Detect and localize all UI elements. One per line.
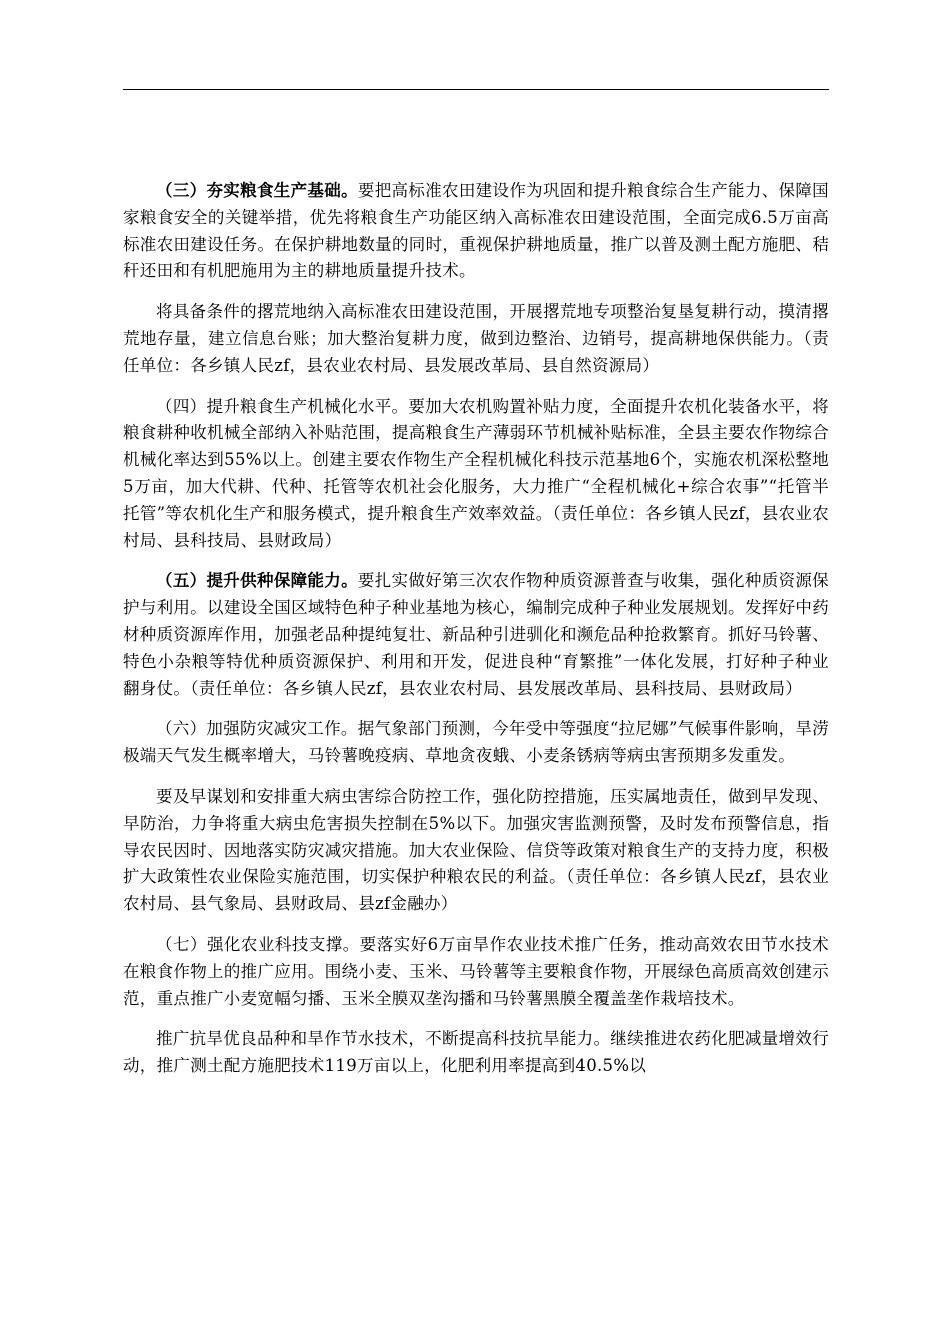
paragraph-text: 推广抗旱优良品种和旱作节水技术，不断提高科技抗旱能力。继续推进农药化肥减量增效行动，推广测土配方施肥技术119万亩以上，化肥利用率提高到40.5%以 xyxy=(123,1029,829,1076)
paragraph-section-7 xyxy=(123,932,829,1012)
document-body xyxy=(123,178,829,1094)
section-heading: （三）夯实粮食生产基础。 xyxy=(156,181,358,200)
paragraph-abandoned-land xyxy=(123,299,829,379)
paragraph-text: 将具备条件的撂荒地纳入高标准农田建设范围，开展撂荒地专项整治复垦复耕行动，摸清撂荒地存量，建立信息台账；加大整治复耕力度，做到边整治、边销号，提高耕地保供能力。（责任单位：各乡镇人民zf，县农业农村局、县发展改革局、县自然资源局） xyxy=(123,302,829,375)
paragraph-text: （六）加强防灾减灾工作。据气象部门预测，今年受中等强度“拉尼娜”气候事件影响，旱涝极端天气发生概率增大，马铃薯晚疫病、草地贪夜蛾、小麦条锈病等病虫害预期多发重发。 xyxy=(123,719,829,766)
paragraph-text: （七）强化农业科技支撑。要落实好6万亩旱作农业技术推广任务，推动高效农田节水技术在粮食作物上的推广应用。围绕小麦、玉米、马铃薯等主要粮食作物，开展绿色高质高效创建示范，重点推广小麦宽幅匀播、玉米全膜双垄沟播和马铃薯黑膜全覆盖垄作栽培技术。 xyxy=(123,934,829,1008)
paragraph-text: 要及早谋划和安排重大病虫害综合防控工作，强化防控措施，压实属地责任，做到早发现、早防治，力争将重大病虫危害损失控制在5%以下。加强灾害监测预警，及时发布预警信息，指导农民因时、因地落实防灾减灾措施。加大农业保险、信贷等政策对粮食生产的支持力度，积极扩大政策性农业保险实施范围，切实保护种粮农民的利益。（责任单位：各乡镇人民zf，县农业农村局、县气象局、县财政局、县zf金融办） xyxy=(123,786,829,914)
header-rule xyxy=(123,89,829,90)
paragraph-section-6 xyxy=(123,716,829,770)
paragraph-section-5 xyxy=(123,568,829,702)
paragraph-text: 要把高标准农田建设作为巩固和提升粮食综合生产能力、保障国家粮食安全的关键举措，优先将粮食生产功能区纳入高标准农田建设范围，全面完成6.5万亩高标准农田建设任务。在保护耕地数量的同时，重视保护耕地质量，推广以普及测土配方施肥、秸秆还田和有机肥施用为主的耕地质量提升技术。 xyxy=(123,181,829,281)
paragraph-section-3 xyxy=(123,178,829,285)
paragraph-text: 要扎实做好第三次农作物种质资源普查与收集，强化种质资源保护与利用。以建设全国区域特色种子种业基地为核心，编制完成种子种业发展规划。发挥好中药材种质资源库作用，加强老品种提纯复壮、新品种引进驯化和濒危品种抢救繁育。抓好马铃薯、特色小杂粮等特优种质资源保护、利用和开发，促进良种“育繁推”一体化发展，打好种子种业翻身仗。（责任单位：各乡镇人民zf，县农业农村局、县发展改革局、县科技局、县财政局） xyxy=(123,571,829,698)
paragraph-pest-control xyxy=(123,784,829,918)
section-heading: （五）提升供种保障能力。 xyxy=(156,571,358,591)
paragraph-text: （四）提升粮食生产机械化水平。要加大农机购置补贴力度，全面提升农机化装备水平，将粮食耕种收机械全部纳入补贴范围，提高粮食生产薄弱环节机械补贴标准，全县主要农作物综合机械化率达到55%以上。创建主要农作物生产全程机械化科技示范基地6个，实施农机深松整地5万亩，加大代耕、代种、托管等农机社会化服务，大力推广“全程机械化+综合农事”“托管半托管”等农机化生产和服务模式，提升粮食生产效率效益。（责任单位：各乡镇人民zf，县农业农村局、县科技局、县财政局） xyxy=(123,396,829,550)
paragraph-drought-tech xyxy=(123,1026,829,1080)
paragraph-section-4 xyxy=(123,394,829,555)
